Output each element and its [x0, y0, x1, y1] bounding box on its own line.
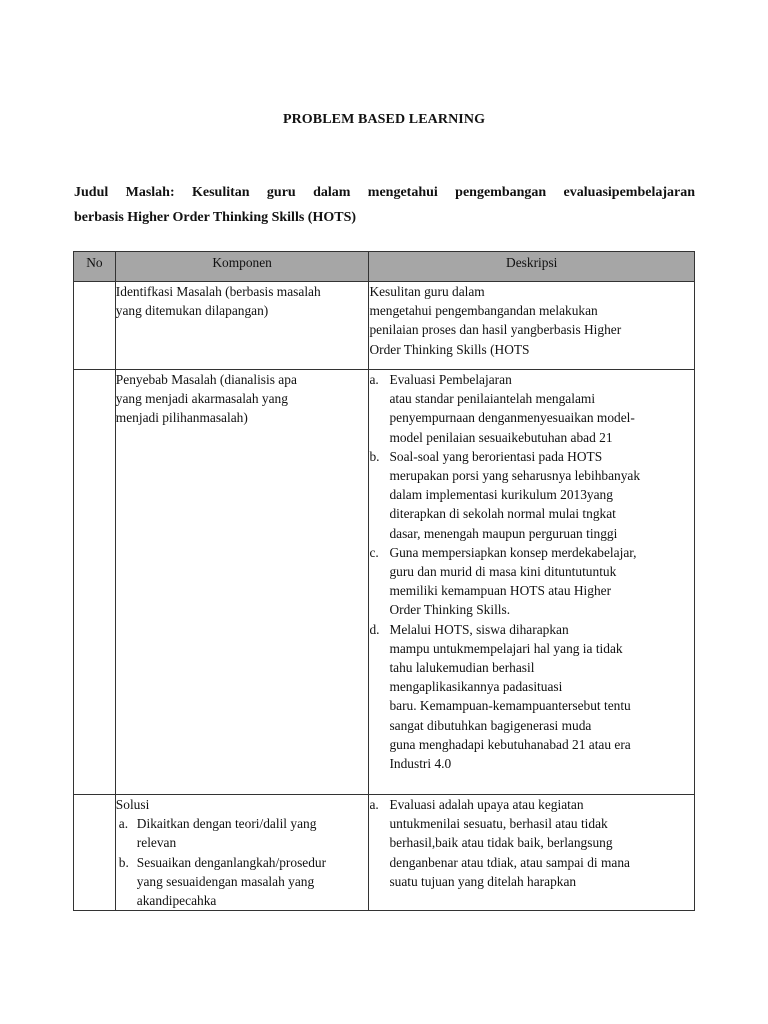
list-item — [369, 543, 694, 620]
page-title: PROBLEM BASED LEARNING — [282, 112, 486, 127]
cell-no — [74, 282, 116, 370]
text-line: sangat dibutuhkan bagigenerasi muda — [389, 717, 592, 733]
text-line: denganbenar atau tdiak, atau sampai di mana — [389, 854, 630, 870]
list-item — [116, 853, 369, 911]
list-marker: b. — [369, 448, 380, 464]
cell-no — [74, 795, 116, 911]
cell-komponen — [115, 282, 369, 370]
list-item — [116, 814, 369, 852]
table-row — [74, 282, 695, 370]
text-line: guna menghadapi kebutuhanabad 21 atau era — [389, 736, 631, 752]
text-line: Sesuaikan denganlangkah/prosedur — [136, 854, 327, 870]
text-line: dalam implementasi kurikulum 2013yang — [389, 487, 613, 503]
header-deskripsi: Deskripsi — [369, 252, 695, 282]
text-line: mengaplikasikannya padasituasi — [389, 679, 563, 695]
text-line: Kesulitan guru dalam — [369, 284, 485, 299]
text-line: Evaluasi adalah upaya atau kegiatan — [389, 797, 584, 812]
text-line: Penyebab Masalah (dianalisis apa — [115, 372, 297, 387]
text-line: Solusi — [115, 797, 150, 812]
text-line: penyempurnaan denganmenyesuaikan model- — [389, 410, 635, 426]
table-row — [74, 795, 695, 911]
text-line: untukmenilai sesuatu, berhasil atau tidak — [389, 816, 608, 832]
list-marker: b. — [118, 854, 129, 870]
cell-deskripsi — [369, 370, 695, 795]
cell-deskripsi — [369, 795, 695, 911]
list-item — [369, 370, 694, 447]
text-line: Dikaitkan dengan teori/dalil yang — [136, 816, 317, 832]
text-line: Evaluasi Pembelajaran — [389, 372, 512, 387]
text-line: yang ditemukan dilapangan) — [115, 303, 269, 319]
text-line: berhasil,baik atau tidak baik, berlangsung — [389, 835, 613, 851]
text-line: Soal-soal yang berorientasi pada HOTS — [389, 448, 603, 464]
list-marker: d. — [369, 621, 380, 637]
text-line: Guna mempersiapkan konsep merdekabelajar, — [389, 544, 637, 560]
text-line: mengetahui pengembangandan melakukan — [369, 303, 598, 319]
text-line: atau standar penilaiantelah mengalami — [389, 391, 596, 407]
text-line: suatu tujuan yang ditelah harapkan — [389, 873, 577, 889]
text-line: memiliki kemampuan HOTS atau Higher — [389, 583, 612, 599]
text-line: Melalui HOTS, siswa diharapkan — [389, 621, 569, 637]
pbl-table — [73, 251, 695, 911]
text-line: dasar, menengah maupun perguruan tinggi — [389, 525, 618, 541]
text-line: Industri 4.0 — [389, 756, 452, 772]
cell-komponen — [115, 795, 369, 911]
text-line: Order Thinking Skills. — [389, 602, 511, 618]
text-line: relevan — [136, 835, 177, 851]
table-header-row — [74, 252, 695, 282]
list-marker: a. — [369, 372, 379, 387]
cell-no — [74, 370, 116, 795]
text-line: guru dan murid di masa kini dituntutuntuk — [389, 564, 617, 580]
text-line: merupakan porsi yang seharusnya lebihbanyak — [389, 468, 641, 484]
text-line: yang sesuaidengan masalah yang — [136, 873, 315, 889]
header-komponen: Komponen — [115, 252, 369, 282]
text-line: Order Thinking Skills (HOTS — [369, 341, 530, 357]
text-line: tahu lalukemudian berhasil — [389, 660, 535, 676]
list-item — [369, 447, 694, 543]
text-line: penilaian proses dan hasil yangberbasis Higher — [369, 322, 622, 338]
text-line: yang menjadi akarmasalah yang — [115, 391, 288, 407]
list-item — [369, 795, 694, 891]
problem-title-line-1: Judul Maslah: Kesulitan guru dalam mengetahui pengembangan evaluasipembelajaran — [74, 185, 695, 200]
text-line: baru. Kemampuan-kemampuantersebut tentu — [389, 698, 631, 714]
text-line: model penilaian sesuaikebutuhan abad 21 — [389, 429, 613, 445]
problem-title — [74, 180, 695, 230]
list-marker: c. — [369, 544, 379, 560]
problem-title-line-2: berbasis Higher Order Thinking Skills (HOTS) — [74, 210, 357, 225]
text-line: menjadi pilihanmasalah) — [115, 410, 248, 426]
cell-deskripsi — [369, 282, 695, 370]
list-item — [369, 620, 694, 774]
cell-komponen — [115, 370, 369, 795]
text-line: diterapkan di sekolah normal mulai tngkat — [389, 506, 616, 522]
list-marker: a. — [118, 816, 129, 832]
text-line: Identifkasi Masalah (berbasis masalah — [115, 284, 321, 299]
list-marker: a. — [369, 797, 379, 812]
header-no: No — [74, 252, 116, 282]
table-row — [74, 370, 695, 795]
text-line: akandipecahka — [136, 893, 217, 909]
text-line: mampu untukmempelajari hal yang ia tidak — [389, 640, 623, 656]
